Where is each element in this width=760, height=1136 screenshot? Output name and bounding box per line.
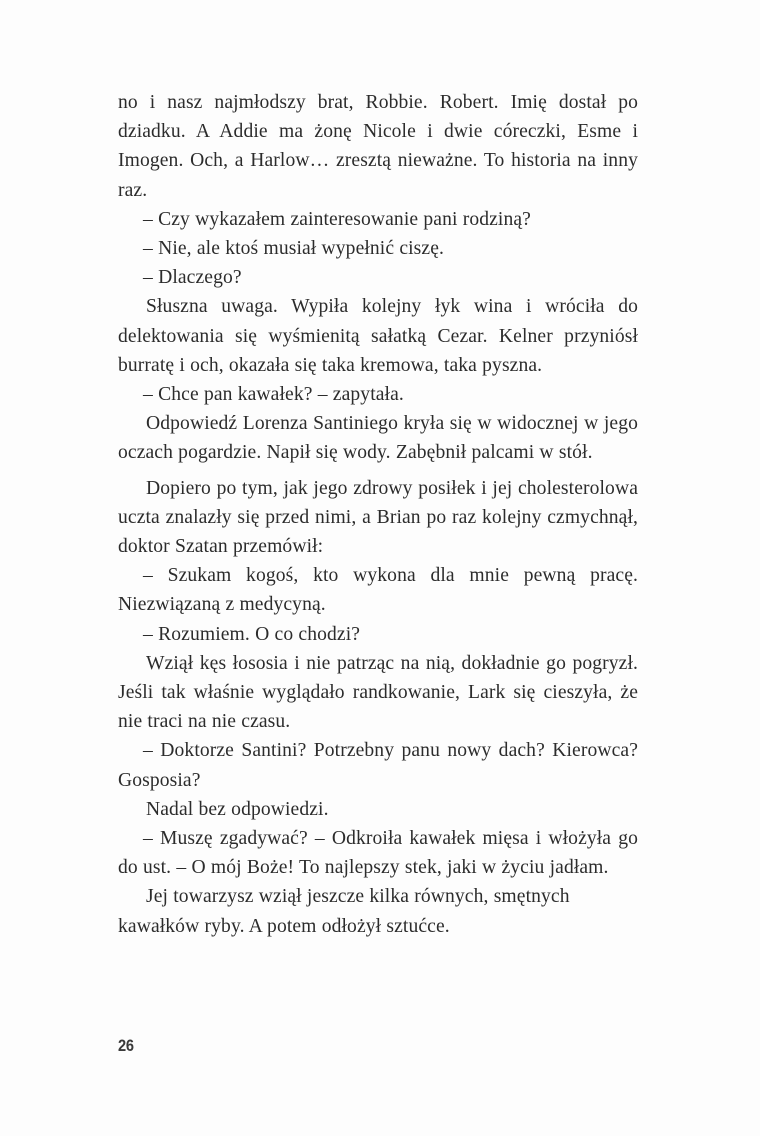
dialogue-line: – Doktorze Santini? Potrzebny panu nowy dach? Kierowca? Gosposia?: [118, 740, 638, 791]
paragraph: Nadal bez odpowiedzi.: [146, 798, 329, 820]
paragraph: Jej towarzysz wziął jeszcze kilka równych, smętnych kawałków ryby. A potem odłożył sztućce.: [118, 886, 570, 937]
paragraph: Słuszna uwaga. Wypiła kolejny łyk wina i wróciła do delektowania się wyśmienitą sałatką Cezar. Kelner przyniósł burratę i och, okazała się taka kremowa, taka pyszna.: [118, 296, 638, 376]
paragraph: Odpowiedź Lorenza Santiniego kryła się w widocznej w jego oczach pogardzie. Napił się wody. Zabębnił palcami w stół.: [118, 413, 638, 464]
dialogue-line: – Rozumiem. O co chodzi?: [143, 623, 361, 645]
dialogue-line: – Szukam kogoś, kto wykona dla mnie pewną pracę. Niezwiązaną z medycyną.: [118, 565, 638, 616]
dialogue-line: – Dlaczego?: [143, 267, 242, 289]
paragraph: no i nasz najmłodszy brat, Robbie. Robert. Imię dostał po dziadku. A Addie ma żonę Nicole i dwie córeczki, Esme i Imogen. Och, a Harlow… zresztą nieważne. To historia na inny raz.: [118, 92, 638, 201]
paragraph: Dopiero po tym, jak jego zdrowy posiłek i jej cholesterolowa uczta znalazły się przed nimi, a Brian po raz kolejny czmychnął, doktor Szatan przemówił:: [118, 477, 638, 558]
dialogue-line: – Muszę zgadywać? – Odkroiła kawałek mięsa i włożyła go do ust. – O mój Boże! To najlepszy stek, jaki w życiu jadłam.: [118, 828, 638, 879]
dialogue-line: – Czy wykazałem zainteresowanie pani rodziną?: [143, 208, 531, 230]
dialogue-line: – Nie, ale ktoś musiał wypełnić ciszę.: [143, 238, 445, 260]
paragraph: Wziął kęs łososia i nie patrząc na nią, dokładnie go pogryzł. Jeśli tak właśnie wyglądało randkowanie, Lark się cieszyła, że nie traci na nie czasu.: [118, 652, 638, 733]
page-number: 26: [118, 1036, 134, 1055]
dialogue-line: – Chce pan kawałek? – zapytała.: [143, 384, 404, 406]
body-text-column: [118, 88, 638, 941]
